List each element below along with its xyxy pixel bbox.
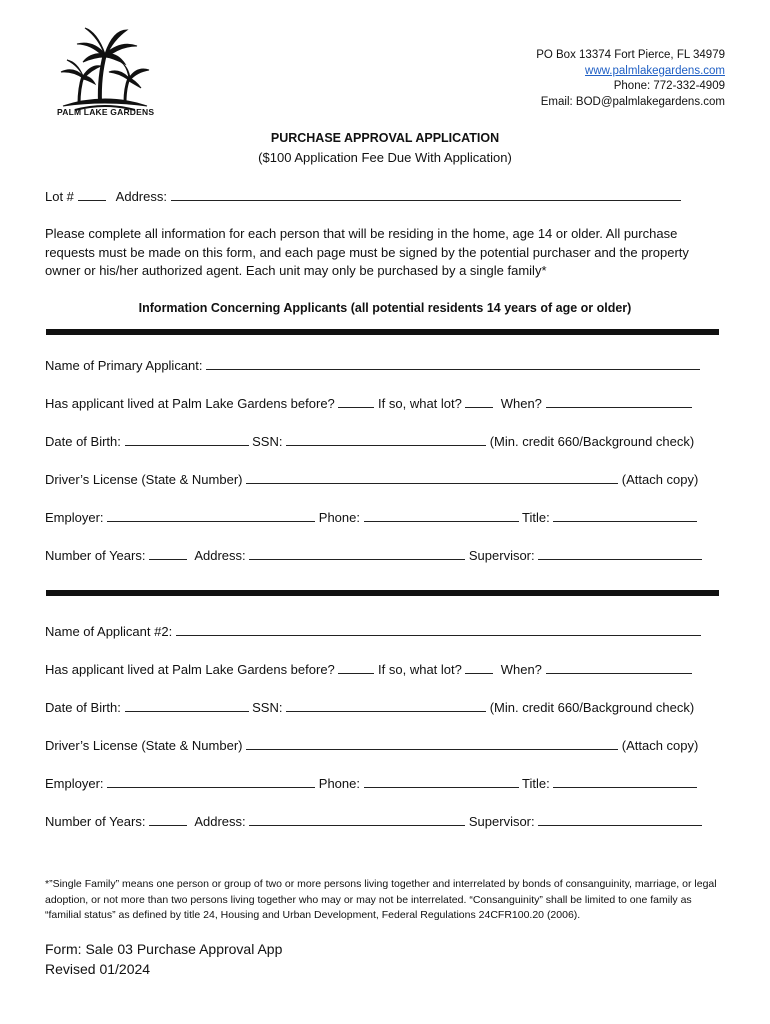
document-subtitle: ($100 Application Fee Due With Application): [258, 150, 512, 165]
applicant2-employer-row: [45, 775, 697, 791]
lot-field[interactable]: [78, 188, 106, 201]
ssn-label: SSN:: [252, 434, 283, 449]
lived-before-field[interactable]: [338, 661, 374, 674]
primary-lived-row: [45, 395, 692, 411]
years-label: Number of Years:: [45, 814, 146, 829]
applicant2-name-field[interactable]: [176, 623, 701, 636]
employer-address-field[interactable]: [249, 547, 465, 560]
dob-label: Date of Birth:: [45, 700, 121, 715]
primary-dob-row: [45, 433, 694, 449]
employer-address-label: Address:: [194, 548, 246, 563]
attach-note: (Attach copy): [621, 472, 699, 487]
employer-field[interactable]: [107, 775, 315, 788]
what-lot-label: If so, what lot?: [378, 396, 462, 411]
when-label: When?: [500, 396, 542, 411]
dob-field[interactable]: [125, 433, 249, 446]
when-field[interactable]: [546, 395, 692, 408]
lot-label: Lot #: [45, 189, 74, 204]
attach-note: (Attach copy): [621, 738, 699, 753]
years-field[interactable]: [149, 547, 187, 560]
phone-number: Phone: 772-332-4909: [613, 80, 725, 92]
lived-before-label: Has applicant lived at Palm Lake Gardens before?: [45, 396, 335, 411]
when-label: When?: [500, 662, 542, 677]
lived-before-label: Has applicant lived at Palm Lake Gardens before?: [45, 662, 335, 677]
applicant-divider: [46, 590, 719, 596]
applicant2-lived-row: [45, 661, 692, 677]
applicant2-license-row: [45, 737, 698, 753]
license-field[interactable]: [246, 737, 618, 750]
employer-field[interactable]: [107, 509, 315, 522]
phone-field[interactable]: [364, 775, 519, 788]
revised-date: Revised 01/2024: [45, 961, 151, 977]
license-label: Driver’s License (State & Number): [45, 472, 243, 487]
logo-text: PALM LAKE GARDENS: [57, 107, 155, 117]
applicant2-years-row: [45, 813, 702, 829]
license-label: Driver’s License (State & Number): [45, 738, 243, 753]
employer-label: Employer:: [45, 510, 104, 525]
years-label: Number of Years:: [45, 548, 146, 563]
applicant2-name-row: [45, 623, 701, 639]
phone-label: Phone:: [318, 510, 360, 525]
primary-employer-row: [45, 509, 697, 525]
credit-note: (Min. credit 660/Background check): [489, 700, 695, 715]
supervisor-label: Supervisor:: [468, 548, 535, 563]
lived-before-field[interactable]: [338, 395, 374, 408]
form-id: Form: Sale 03 Purchase Approval App: [45, 941, 283, 957]
phone-field[interactable]: [364, 509, 519, 522]
title-label: Title:: [522, 510, 550, 525]
section-divider: [46, 329, 719, 335]
intro-paragraph: Please complete all information for each person that will be residing in the home, age 14 or older. All purchase requests must be made on this form, and each page must be signed by the potential purchaser and the property owner or his/her authorized agent. Each unit may only be purchased by a single family*: [45, 226, 689, 278]
what-lot-field[interactable]: [465, 661, 493, 674]
single-family-footnote: *”Single Family” means one person or group of two or more persons living together and interrelated by bonds of consanguinity, marriage, or legal adoption, or not more than two persons living together who may or may not be interrelated. “Consanguinity” shall be limited to one family as “familial status” as defined by title 24, Housing and Urban Development, Federal Regulations 24CFR100.20 (2006).: [45, 878, 717, 921]
supervisor-field[interactable]: [538, 547, 702, 560]
employer-address-label: Address:: [194, 814, 246, 829]
property-address-field[interactable]: [171, 188, 681, 201]
section-heading: Information Concerning Applicants (all potential residents 14 years of age or older): [138, 301, 632, 315]
mailing-address: PO Box 13374 Fort Pierce, FL 34979: [536, 49, 725, 61]
applicant2-name-label: Name of Applicant #2:: [45, 624, 173, 639]
supervisor-field[interactable]: [538, 813, 702, 826]
title-label: Title:: [522, 776, 550, 791]
employer-address-field[interactable]: [249, 813, 465, 826]
address-label: Address:: [115, 189, 167, 204]
ssn-label: SSN:: [252, 700, 283, 715]
lot-address-row: [45, 188, 681, 204]
dob-label: Date of Birth:: [45, 434, 121, 449]
primary-name-row: [45, 357, 700, 373]
years-field[interactable]: [149, 813, 187, 826]
what-lot-label: If so, what lot?: [378, 662, 462, 677]
contact-block: [536, 48, 725, 110]
primary-name-label: Name of Primary Applicant:: [45, 358, 203, 373]
primary-license-row: [45, 471, 698, 487]
email-address: Email: BOD@palmlakegardens.com: [540, 95, 725, 108]
dob-field[interactable]: [125, 699, 249, 712]
when-field[interactable]: [546, 661, 692, 674]
credit-note: (Min. credit 660/Background check): [489, 434, 695, 449]
document-title: PURCHASE APPROVAL APPLICATION: [270, 131, 500, 145]
ssn-field[interactable]: [286, 433, 486, 446]
applicant2-dob-row: [45, 699, 694, 715]
primary-years-row: [45, 547, 702, 563]
phone-label: Phone:: [318, 776, 360, 791]
website-link[interactable]: www.palmlakegardens.com: [585, 64, 725, 77]
title-field[interactable]: [553, 775, 697, 788]
employer-label: Employer:: [45, 776, 104, 791]
ssn-field[interactable]: [286, 699, 486, 712]
title-field[interactable]: [553, 509, 697, 522]
primary-name-field[interactable]: [206, 357, 700, 370]
supervisor-label: Supervisor:: [468, 814, 535, 829]
license-field[interactable]: [246, 471, 618, 484]
what-lot-field[interactable]: [465, 395, 493, 408]
